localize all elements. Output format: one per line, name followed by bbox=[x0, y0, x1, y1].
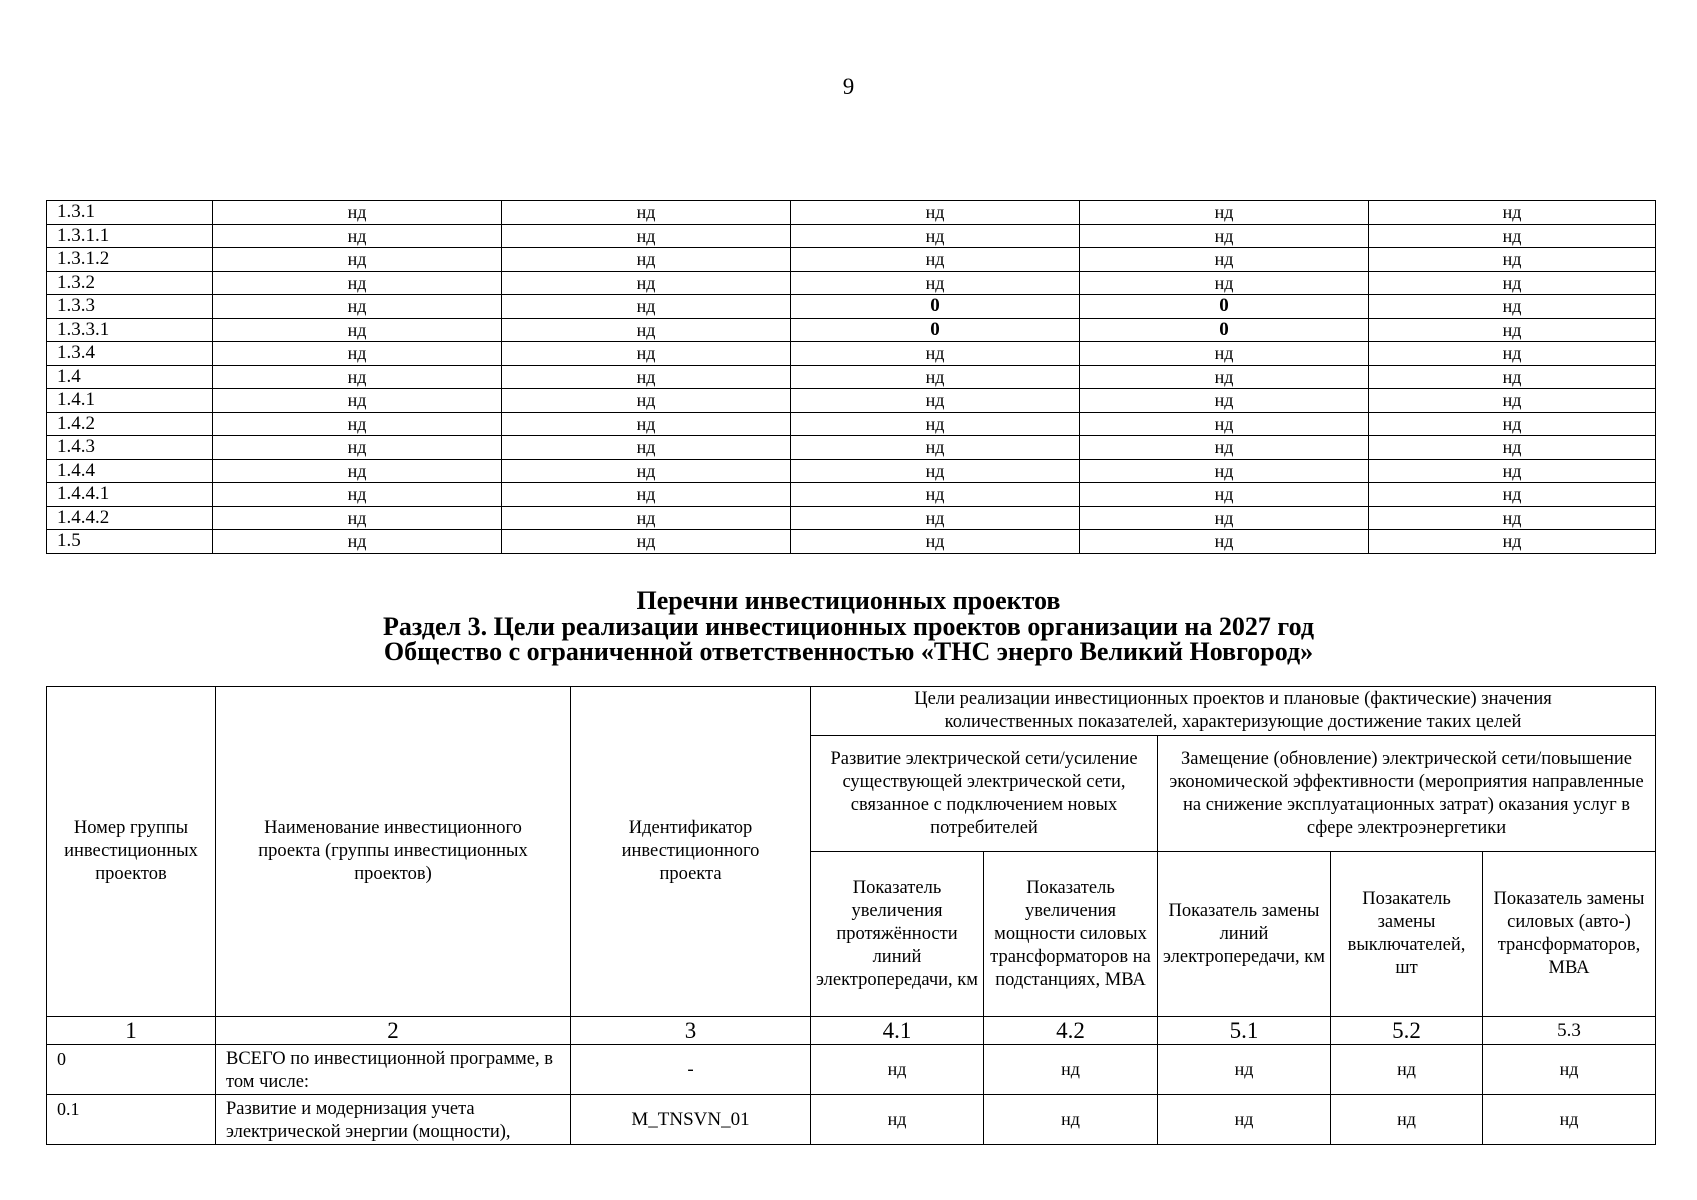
row-cell: нд bbox=[213, 483, 502, 507]
row-cell: нд bbox=[1369, 365, 1656, 389]
row-cell: нд bbox=[213, 271, 502, 295]
row-cell: нд bbox=[1080, 506, 1369, 530]
table-row bbox=[47, 389, 1656, 413]
row-cell: нд bbox=[213, 201, 502, 225]
row-code: 1.4.4 bbox=[47, 459, 213, 483]
row-cell: нд bbox=[1483, 1045, 1656, 1095]
row-cell: нд bbox=[1483, 1095, 1656, 1145]
row-cell: нд bbox=[213, 389, 502, 413]
column-number-row bbox=[47, 1017, 1656, 1045]
row-cell: нд bbox=[1369, 271, 1656, 295]
row-cell: нд bbox=[1080, 530, 1369, 554]
row-code: 1.4.2 bbox=[47, 412, 213, 436]
row-cell: нд bbox=[1369, 459, 1656, 483]
row-code: 1.3.2 bbox=[47, 271, 213, 295]
row-cell: нд bbox=[213, 248, 502, 272]
row-cell: нд bbox=[791, 201, 1080, 225]
table-row bbox=[47, 1045, 1656, 1095]
row-identifier: - bbox=[571, 1045, 811, 1095]
upper-data-table bbox=[46, 200, 1656, 554]
page-number: 9 bbox=[842, 74, 855, 99]
row-cell: нд bbox=[1369, 506, 1656, 530]
row-cell: нд bbox=[213, 412, 502, 436]
row-cell: нд bbox=[502, 318, 791, 342]
row-code: 1.3.3 bbox=[47, 295, 213, 319]
row-cell: нд bbox=[1080, 389, 1369, 413]
header-group-number: Номер группы инвестиционных проектов bbox=[47, 687, 216, 1017]
row-cell: нд bbox=[1331, 1045, 1483, 1095]
header-indicator-5-3: Показатель замены силовых (авто-) трансформаторов, МВА bbox=[1483, 852, 1656, 1017]
row-cell: нд bbox=[811, 1095, 984, 1145]
row-code: 1.4.1 bbox=[47, 389, 213, 413]
table-row bbox=[47, 295, 1656, 319]
column-number: 4.1 bbox=[811, 1017, 984, 1045]
row-cell: нд bbox=[791, 530, 1080, 554]
row-cell: нд bbox=[1369, 342, 1656, 366]
row-cell: нд bbox=[502, 412, 791, 436]
investment-goals-table bbox=[46, 686, 1656, 1145]
row-cell: нд bbox=[502, 224, 791, 248]
table-row bbox=[47, 271, 1656, 295]
table-row bbox=[47, 365, 1656, 389]
heading-line-3: Общество с ограниченной ответственностью «ТНС энерго Великий Новгород» bbox=[383, 637, 1314, 666]
header-indicator-4-1: Показатель увеличения протяжённости линий электропередачи, км bbox=[811, 852, 984, 1017]
table-row bbox=[47, 248, 1656, 272]
row-cell: нд bbox=[502, 436, 791, 460]
row-cell: нд bbox=[1369, 483, 1656, 507]
row-cell: 0 bbox=[791, 318, 1080, 342]
column-number: 3 bbox=[571, 1017, 811, 1045]
heading-line-2: Раздел 3. Цели реализации инвестиционных проектов организации на 2027 год bbox=[383, 611, 1314, 641]
row-cell: нд bbox=[791, 483, 1080, 507]
row-cell: нд bbox=[791, 506, 1080, 530]
header-identifier: Идентификатор инвестиционного проекта bbox=[571, 687, 811, 1017]
row-cell: нд bbox=[984, 1095, 1158, 1145]
column-number: 5.3 bbox=[1483, 1017, 1656, 1045]
table-row bbox=[47, 412, 1656, 436]
row-cell: нд bbox=[791, 412, 1080, 436]
row-cell: нд bbox=[791, 389, 1080, 413]
row-cell: нд bbox=[213, 506, 502, 530]
row-cell: нд bbox=[1080, 412, 1369, 436]
row-cell: 0 bbox=[1080, 295, 1369, 319]
row-code: 1.4.3 bbox=[47, 436, 213, 460]
table-row bbox=[47, 530, 1656, 554]
table-row bbox=[47, 224, 1656, 248]
column-number: 4.2 bbox=[984, 1017, 1158, 1045]
row-cell: нд bbox=[1080, 459, 1369, 483]
row-cell: нд bbox=[1080, 248, 1369, 272]
row-cell: нд bbox=[1369, 436, 1656, 460]
row-cell: нд bbox=[1080, 201, 1369, 225]
row-code: 0.1 bbox=[47, 1095, 216, 1145]
table-row bbox=[47, 201, 1656, 225]
header-indicator-4-2: Показатель увеличения мощности силовых трансформаторов на подстанциях, МВА bbox=[984, 852, 1158, 1017]
row-cell: нд bbox=[213, 459, 502, 483]
row-cell: нд bbox=[1158, 1095, 1331, 1145]
row-cell: нд bbox=[502, 389, 791, 413]
row-cell: нд bbox=[1369, 318, 1656, 342]
row-cell: нд bbox=[1369, 201, 1656, 225]
row-cell: нд bbox=[791, 342, 1080, 366]
row-cell: нд bbox=[1369, 295, 1656, 319]
row-cell: нд bbox=[984, 1045, 1158, 1095]
header-indicator-5-1: Показатель замены линий электропередачи, км bbox=[1158, 852, 1331, 1017]
row-cell: нд bbox=[213, 530, 502, 554]
row-cell: нд bbox=[502, 342, 791, 366]
row-cell: нд bbox=[502, 295, 791, 319]
row-code: 0 bbox=[47, 1045, 216, 1095]
row-code: 1.3.1 bbox=[47, 201, 213, 225]
row-code: 1.5 bbox=[47, 530, 213, 554]
row-cell: нд bbox=[791, 436, 1080, 460]
column-number: 5.2 bbox=[1331, 1017, 1483, 1045]
row-cell: нд bbox=[502, 506, 791, 530]
row-cell: нд bbox=[1080, 436, 1369, 460]
row-cell: нд bbox=[791, 248, 1080, 272]
row-cell: нд bbox=[502, 483, 791, 507]
row-cell: нд bbox=[1080, 271, 1369, 295]
row-cell: нд bbox=[791, 459, 1080, 483]
heading-line-1: Перечни инвестиционных проектов bbox=[636, 586, 1061, 615]
column-number: 5.1 bbox=[1158, 1017, 1331, 1045]
row-cell: нд bbox=[1158, 1045, 1331, 1095]
column-number: 2 bbox=[216, 1017, 571, 1045]
row-cell: нд bbox=[502, 248, 791, 272]
row-cell: нд bbox=[1331, 1095, 1483, 1145]
row-cell: нд bbox=[502, 459, 791, 483]
row-cell: нд bbox=[1369, 248, 1656, 272]
row-code: 1.4 bbox=[47, 365, 213, 389]
row-code: 1.3.1.2 bbox=[47, 248, 213, 272]
row-cell: нд bbox=[1080, 365, 1369, 389]
row-name: Развитие и модернизация учета электрической энергии (мощности), bbox=[216, 1095, 571, 1145]
row-cell: нд bbox=[791, 224, 1080, 248]
header-project-name: Наименование инвестиционного проекта (группы инвестиционных проектов) bbox=[216, 687, 571, 1017]
table-row bbox=[47, 342, 1656, 366]
row-code: 1.3.1.1 bbox=[47, 224, 213, 248]
table-row bbox=[47, 459, 1656, 483]
row-code: 1.3.4 bbox=[47, 342, 213, 366]
row-cell: нд bbox=[502, 530, 791, 554]
row-cell: нд bbox=[502, 365, 791, 389]
row-identifier: M_TNSVN_01 bbox=[571, 1095, 811, 1145]
table-row bbox=[47, 1095, 1656, 1145]
row-cell: нд bbox=[213, 224, 502, 248]
row-cell: нд bbox=[1080, 483, 1369, 507]
table-row bbox=[47, 436, 1656, 460]
table-row bbox=[47, 483, 1656, 507]
row-cell: нд bbox=[502, 271, 791, 295]
header-goals: Цели реализации инвестиционных проектов и плановые (фактические) значения количественных показателей, характеризующие достижение таких целей bbox=[811, 687, 1656, 736]
row-cell: нд bbox=[1369, 412, 1656, 436]
row-cell: 0 bbox=[791, 295, 1080, 319]
row-cell: нд bbox=[213, 365, 502, 389]
table-row bbox=[47, 318, 1656, 342]
row-cell: нд bbox=[1369, 389, 1656, 413]
row-cell: нд bbox=[213, 318, 502, 342]
row-cell: нд bbox=[1080, 224, 1369, 248]
row-cell: нд bbox=[213, 436, 502, 460]
row-cell: нд bbox=[791, 365, 1080, 389]
row-cell: нд bbox=[213, 295, 502, 319]
table-row bbox=[47, 506, 1656, 530]
row-name: ВСЕГО по инвестиционной программе, в том числе: bbox=[216, 1045, 571, 1095]
row-cell: нд bbox=[1080, 342, 1369, 366]
row-code: 1.4.4.1 bbox=[47, 483, 213, 507]
row-cell: нд bbox=[1369, 530, 1656, 554]
column-number: 1 bbox=[47, 1017, 216, 1045]
section-heading bbox=[0, 588, 1697, 665]
header-indicator-5-2: Позакатель замены выключателей, шт bbox=[1331, 852, 1483, 1017]
row-code: 1.4.4.2 bbox=[47, 506, 213, 530]
header-replacement: Замещение (обновление) электрической сети/повышение экономической эффективности (мероприятия направленные на снижение эксплуатационных затрат) оказания услуг в сфере электроэнергетики bbox=[1158, 736, 1656, 852]
row-cell: нд bbox=[502, 201, 791, 225]
row-cell: нд bbox=[1369, 224, 1656, 248]
row-cell: нд bbox=[811, 1045, 984, 1095]
header-development: Развитие электрической сети/усиление существующей электрической сети, связанное с подключением новых потребителей bbox=[811, 736, 1158, 852]
row-cell: 0 bbox=[1080, 318, 1369, 342]
row-cell: нд bbox=[791, 271, 1080, 295]
row-code: 1.3.3.1 bbox=[47, 318, 213, 342]
row-cell: нд bbox=[213, 342, 502, 366]
